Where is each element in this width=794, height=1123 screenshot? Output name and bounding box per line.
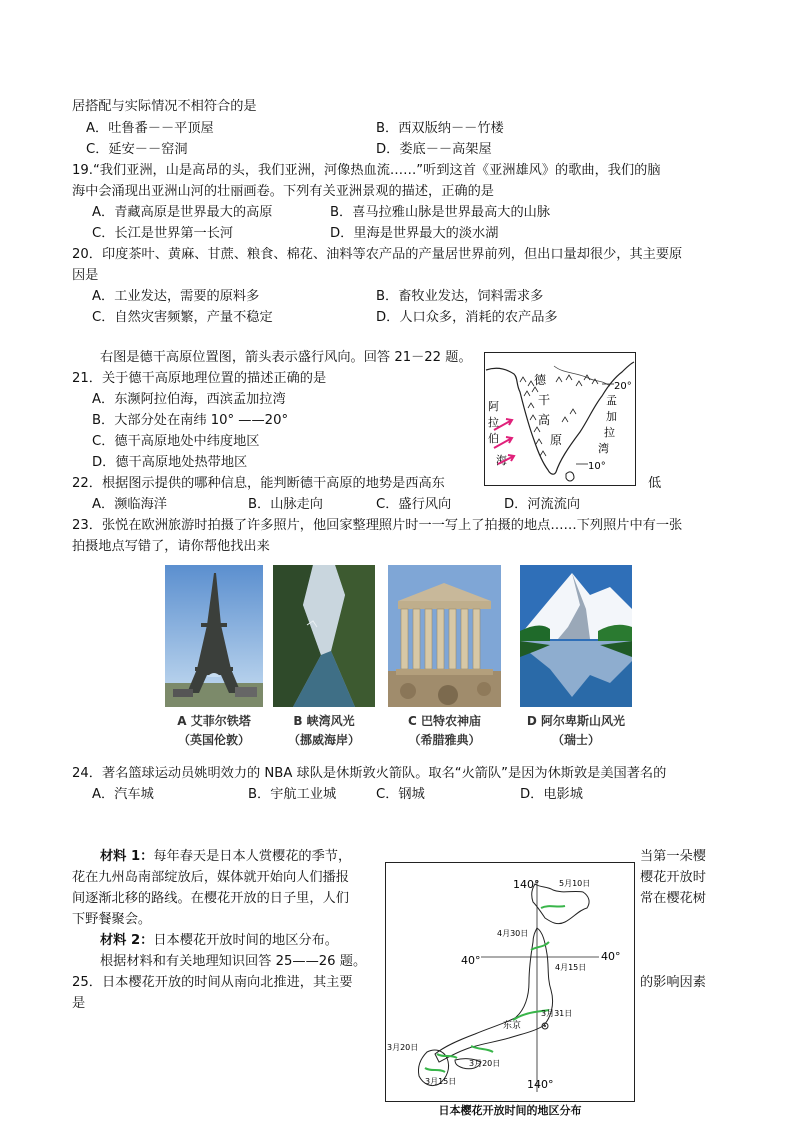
label-date-7: 3月15日: [425, 1077, 457, 1086]
label-gan: 干: [538, 393, 551, 407]
photo-a-location: （英国伦敦）: [177, 733, 250, 747]
q19-option-a: A．青藏高原是世界最大的高原: [92, 205, 273, 220]
label-de: 德: [534, 373, 547, 387]
q18-option-d: D．娄底－－高架屋: [376, 142, 492, 157]
label-date-1: 5月10日: [559, 879, 591, 888]
material-1-right2: 樱花开放时: [640, 870, 706, 885]
photo-d-location: （瑞士）: [551, 733, 600, 747]
q19-stem-line2: 海中会涌现出亚洲山河的壮丽画卷。下列有关亚洲景观的描述，正确的是: [72, 184, 494, 199]
label-40-right: 40°: [601, 950, 621, 963]
tokyo-marker-dot: [544, 1025, 546, 1027]
q20-option-c: C．自然灾害频繁，产量不稳定: [92, 310, 273, 325]
label-40-left: 40°: [461, 954, 481, 967]
q24-option-d: D．电影城: [520, 787, 583, 802]
q20-option-d: D．人口众多，消耗的农产品多: [376, 310, 558, 325]
q18-option-a: A．吐鲁番－－平顶屋: [86, 121, 214, 136]
q18-option-c: C．延安－－窑洞: [86, 142, 188, 157]
q20-stem-line1: 20．印度茶叶、黄麻、甘蔗、粮食、棉花、油料等农产品的产量居世界前列，但出口量却很少，其主要原: [72, 247, 683, 262]
q21-option-d: D．德干高原地处热带地区: [92, 455, 248, 470]
label-date-3: 4月15日: [555, 963, 587, 972]
photo-b-location: （挪威海岸）: [287, 733, 360, 747]
material-2-text: 日本樱花开放时间的地区分布。: [153, 933, 338, 948]
label-arabian-4: 海: [496, 454, 507, 467]
label-lat-20: 20°: [614, 381, 632, 392]
q20-option-b: B．畜牧业发达，饲料需求多: [376, 289, 544, 304]
q24-option-a: A．汽车城: [92, 787, 154, 802]
label-bengal-3: 拉: [604, 426, 615, 439]
photo-b-title: B 峡湾风光: [293, 714, 355, 728]
deccan-plateau-map: [484, 352, 636, 486]
material-1-label: 材料 1：: [100, 849, 154, 864]
label-lat-10: 10°: [588, 461, 606, 472]
label-bengal-1: 孟: [606, 394, 617, 407]
material-2-line: [100, 932, 338, 950]
label-bengal-4: 湾: [598, 442, 609, 455]
q24-option-b: B．宇航工业城: [248, 787, 337, 802]
material-1-text1: 每年春天是日本人赏樱花的季节，: [153, 849, 352, 864]
material-1-right1: 当第一朵樱: [640, 849, 706, 864]
q19-option-c: C．长江是世界第一长河: [92, 226, 234, 241]
q18-option-b: B．西双版纳－－竹楼: [376, 121, 504, 136]
q23-stem-line1: 23．张悦在欧洲旅游时拍摄了许多照片，他回家整理照片时一一写上了拍摄的地点……下列照片中有一张: [72, 518, 683, 533]
q21-intro: 右图是德干高原位置图，箭头表示盛行风向。回答 21－22 题。: [100, 350, 472, 365]
q22-option-b: B．山脉走向: [248, 497, 323, 512]
label-140-bottom: 140°: [527, 1078, 554, 1091]
photo-c-location: （希腊雅典）: [408, 733, 481, 747]
label-date-6: 3月20日: [469, 1059, 501, 1068]
q25-stem-end: 是: [72, 996, 86, 1011]
q21-stem: 21．关于德干高原地理位置的描述正确的是: [72, 371, 327, 386]
label-arabian-2: 拉: [488, 416, 499, 429]
q22-option-a: A．濒临海洋: [92, 497, 167, 512]
q20-option-a: A．工业发达，需要的原料多: [92, 289, 260, 304]
label-tokyo: 东京: [503, 1021, 522, 1031]
japan-cherry-blossom-map: [385, 862, 635, 1102]
japan-map-caption: 日本樱花开放时间的地区分布: [438, 1104, 582, 1117]
material-2-label: 材料 2：: [100, 933, 154, 948]
q19-option-b: B．喜马拉雅山脉是世界最高大的山脉: [330, 205, 551, 220]
photo-fjord: [273, 565, 375, 707]
material-1-line4: 下野餐聚会。: [72, 912, 152, 927]
material-1-line2: 花在九州岛南部绽放后，媒体就开始向人们播报: [72, 870, 349, 885]
q25-stem-right: 的影响因素: [640, 975, 706, 990]
label-140-top: 140°: [513, 878, 540, 891]
material-1-right3: 常在樱花树: [640, 891, 706, 906]
q25-intro: 根据材料和有关地理知识回答 25——26 题。: [100, 954, 367, 969]
q24-option-c: C．钢城: [376, 787, 425, 802]
label-date-2: 4月30日: [497, 929, 529, 938]
label-gao: 高: [538, 413, 551, 427]
q22-stem-end: 低: [648, 476, 662, 491]
q24-stem: 24．著名篮球运动员姚明效力的 NBA 球队是休斯敦火箭队。取名“火箭队”是因为休斯敦是美国著名的: [72, 766, 667, 781]
q22-option-c: C．盛行风向: [376, 497, 452, 512]
q20-stem-line2: 因是: [72, 268, 99, 283]
photo-eiffel-tower: [165, 565, 263, 707]
label-arabian-3: 伯: [488, 432, 499, 445]
q19-stem-line1: 19.“我们亚洲，山是高昂的头，我们亚洲，河像热血流……”听到这首《亚洲雄风》的歌曲，我们的脑: [72, 163, 661, 178]
label-date-5: 3月20日: [387, 1043, 419, 1052]
material-1-line3: 间逐渐北移的路线。在樱花开放的日子里，人们: [72, 891, 349, 906]
q25-stem: 25．日本樱花开放的时间从南向北推进，其主要: [72, 975, 353, 990]
q22-option-d: D．河流流向: [504, 497, 581, 512]
photo-d-title: D 阿尔卑斯山风光: [526, 714, 626, 728]
label-yuan: 原: [550, 433, 563, 447]
photo-c-title: C 巴特农神庙: [408, 714, 481, 728]
photo-parthenon: [388, 565, 501, 707]
photo-a-title: A 艾菲尔铁塔: [177, 714, 251, 728]
q21-option-a: A．东濒阿拉伯海，西滨孟加拉湾: [92, 392, 286, 407]
q19-option-d: D．里海是世界最大的淡水湖: [330, 226, 499, 241]
q21-option-c: C．德干高原地处中纬度地区: [92, 434, 260, 449]
q21-option-b: B．大部分处在南纬 10° ——20°: [92, 413, 289, 428]
photo-alps: [520, 565, 632, 707]
q23-stem-line2: 拍摄地点写错了，请你帮他找出来: [72, 539, 270, 554]
label-date-4: 3月31日: [541, 1009, 573, 1018]
q18-stem-tail: 居搭配与实际情况不相符合的是: [72, 99, 257, 114]
material-1-line1: [100, 848, 351, 866]
q22-stem: 22．根据图示提供的哪种信息，能判断德干高原的地势是西高东: [72, 476, 445, 491]
label-arabian-1: 阿: [488, 400, 499, 413]
label-bengal-2: 加: [606, 410, 617, 423]
